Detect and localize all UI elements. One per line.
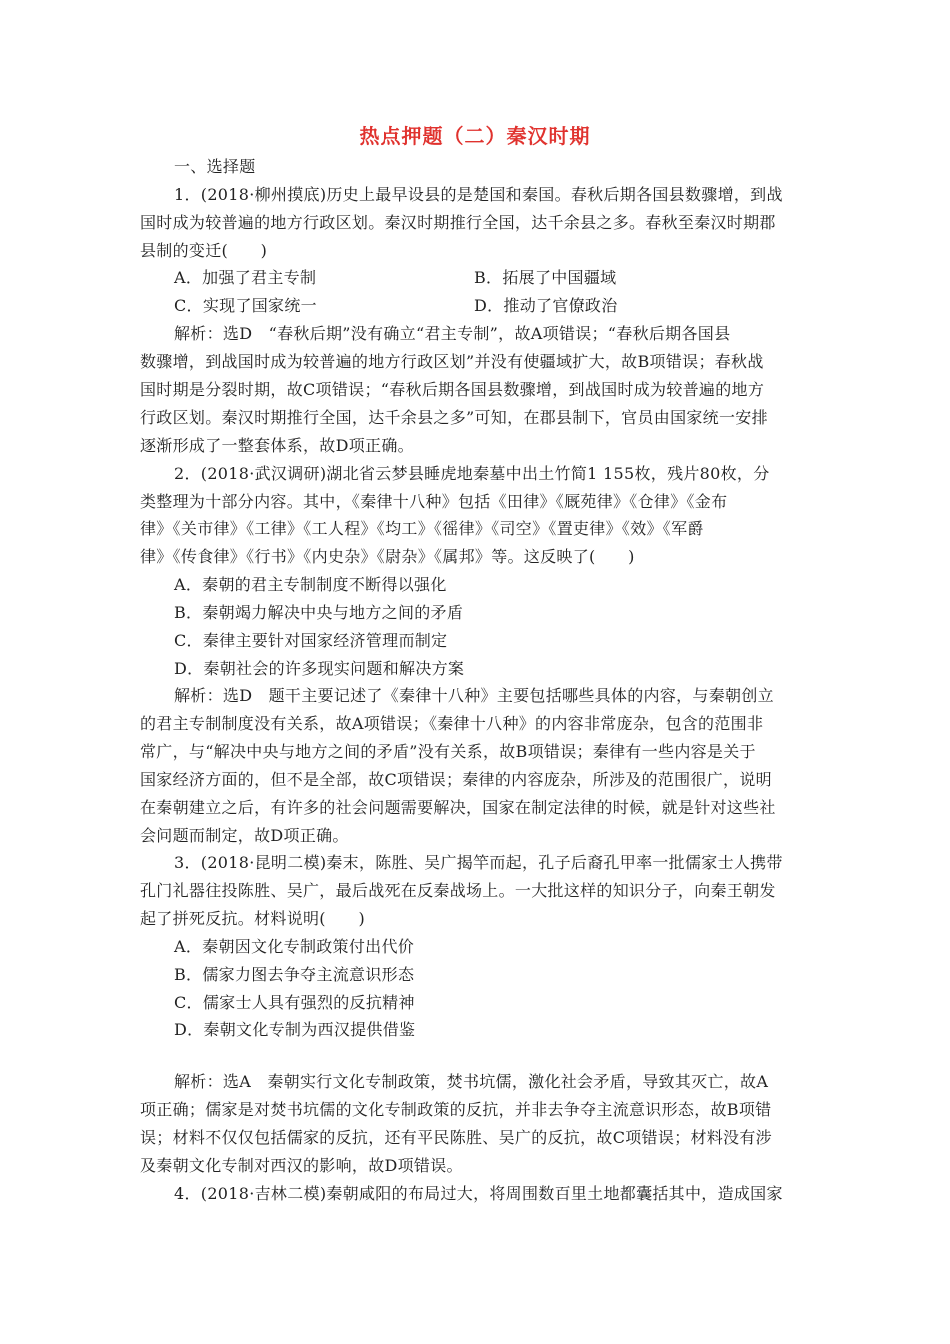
q1-stem-line-2: 国时成为较普遍的地方行政区划。秦汉时期推行全国，达千余县之多。春秋至秦汉时期郡 [140, 213, 776, 232]
q3-analysis-line-1: 解析：选A 秦朝实行文化专制政策，焚书坑儒，激化社会矛盾，导致其灭亡，故A [174, 1072, 769, 1091]
q2-option-d: D．秦朝社会的许多现实问题和解决方案 [174, 659, 465, 678]
q1-analysis-line-4: 行政区划。秦汉时期推行全国，达千余县之多”可知，在郡县制下，官员由国家统一安排 [140, 408, 768, 427]
q3-analysis-line-2: 项正确；儒家是对焚书坑儒的文化专制政策的反抗，并非去争夺主流意识形态，故B项错 [140, 1100, 772, 1119]
q3-option-b: B．儒家力图去争夺主流意识形态 [174, 965, 415, 984]
q3-option-a: A．秦朝因文化专制政策付出代价 [174, 937, 415, 956]
q2-analysis-line-4: 国家经济方面的，但不是全部，故C项错误；秦律的内容庞杂，所涉及的范围很广，说明 [140, 770, 772, 789]
q4-stem-line-1: 4．(2018·吉林二模)秦朝咸阳的布局过大，将周围数百里土地都囊括其中，造成国家 [174, 1184, 783, 1203]
q1-analysis-line-2: 数骤增，到战国时成为较普遍的地方行政区划”并没有使疆域扩大，故B项错误；春秋战 [140, 352, 764, 371]
q1-analysis-line-5: 逐渐形成了一整套体系，故D项正确。 [140, 436, 414, 455]
q2-analysis-line-1: 解析：选D 题干主要记述了《秦律十八种》主要包括哪些具体的内容，与秦朝创立 [174, 686, 774, 705]
q1-option-b: B．拓展了中国疆域 [474, 268, 617, 287]
q3-analysis-line-3: 误；材料不仅仅包括儒家的反抗，还有平民陈胜、吴广的反抗，故C项错误；材料没有涉 [140, 1128, 772, 1147]
q2-analysis-line-2: 的君主专制制度没有关系，故A项错误；《秦律十八种》的内容非常庞杂，包含的范围非 [140, 714, 764, 733]
q3-stem-line-3: 起了拼死反抗。材料说明( ) [140, 909, 365, 928]
q2-analysis-line-6: 会问题而制定，故D项正确。 [140, 826, 349, 845]
q2-analysis-line-5: 在秦朝建立之后，有许多的社会问题需要解决，国家在制定法律的时候，就是针对这些社 [140, 798, 776, 817]
q3-option-c: C．儒家士人具有强烈的反抗精神 [174, 993, 415, 1012]
q2-option-c: C．秦律主要针对国家经济管理而制定 [174, 631, 448, 650]
q2-stem-line-2: 类整理为十部分内容。其中，《秦律十八种》包括《田律》《厩苑律》《仓律》《金布 [140, 492, 728, 511]
q2-stem-line-3: 律》《关市律》《工律》《工人程》《均工》《徭律》《司空》《置吏律》《效》《军爵 [140, 519, 704, 538]
q1-analysis-line-1: 解析：选D “春秋后期”没有确立“君主专制”，故A项错误；“春秋后期各国县 [174, 324, 731, 343]
q3-stem-line-2: 孔门礼器往投陈胜、吴广，最后战死在反秦战场上。一大批这样的知识分子，向秦王朝发 [140, 881, 776, 900]
q3-analysis-line-4: 及秦朝文化专制对西汉的影响，故D项错误。 [140, 1156, 463, 1175]
q1-analysis-line-3: 国时期是分裂时期，故C项错误；“春秋后期各国县数骤增，到战国时成为较普遍的地方 [140, 380, 765, 399]
q2-analysis-line-3: 常广，与“解决中央与地方之间的矛盾”没有关系，故B项错误；秦律有一些内容是关于 [140, 742, 756, 761]
q2-stem-line-4: 律》《传食律》《行书》《内史杂》《尉杂》《属邦》等。这反映了( ) [140, 547, 635, 566]
q3-stem-line-1: 3．(2018·昆明二模)秦末，陈胜、吴广揭竿而起，孔子后裔孔甲率一批儒家士人携带 [174, 853, 783, 872]
q2-option-b: B．秦朝竭力解决中央与地方之间的矛盾 [174, 603, 464, 622]
q1-option-a: A．加强了君主专制 [174, 268, 317, 287]
section-heading: 一、选择题 [174, 157, 256, 176]
q1-stem-line-1: 1．(2018·柳州摸底)历史上最早设县的是楚国和秦国。春秋后期各国县数骤增，到战 [174, 185, 783, 204]
q2-option-a: A．秦朝的君主专制制度不断得以强化 [174, 575, 447, 594]
q2-stem-line-1: 2．(2018·武汉调研)湖北省云梦县睡虎地秦墓中出土竹简1 155枚，残片80枚，分 [174, 464, 770, 483]
page-title: 热点押题（二）秦汉时期 [359, 124, 591, 148]
q1-option-c: C．实现了国家统一 [174, 296, 317, 315]
q1-stem-line-3: 县制的变迁( ) [140, 241, 268, 260]
q3-option-d: D．秦朝文化专制为西汉提供借鉴 [174, 1020, 416, 1039]
q1-option-d: D．推动了官僚政治 [474, 296, 618, 315]
